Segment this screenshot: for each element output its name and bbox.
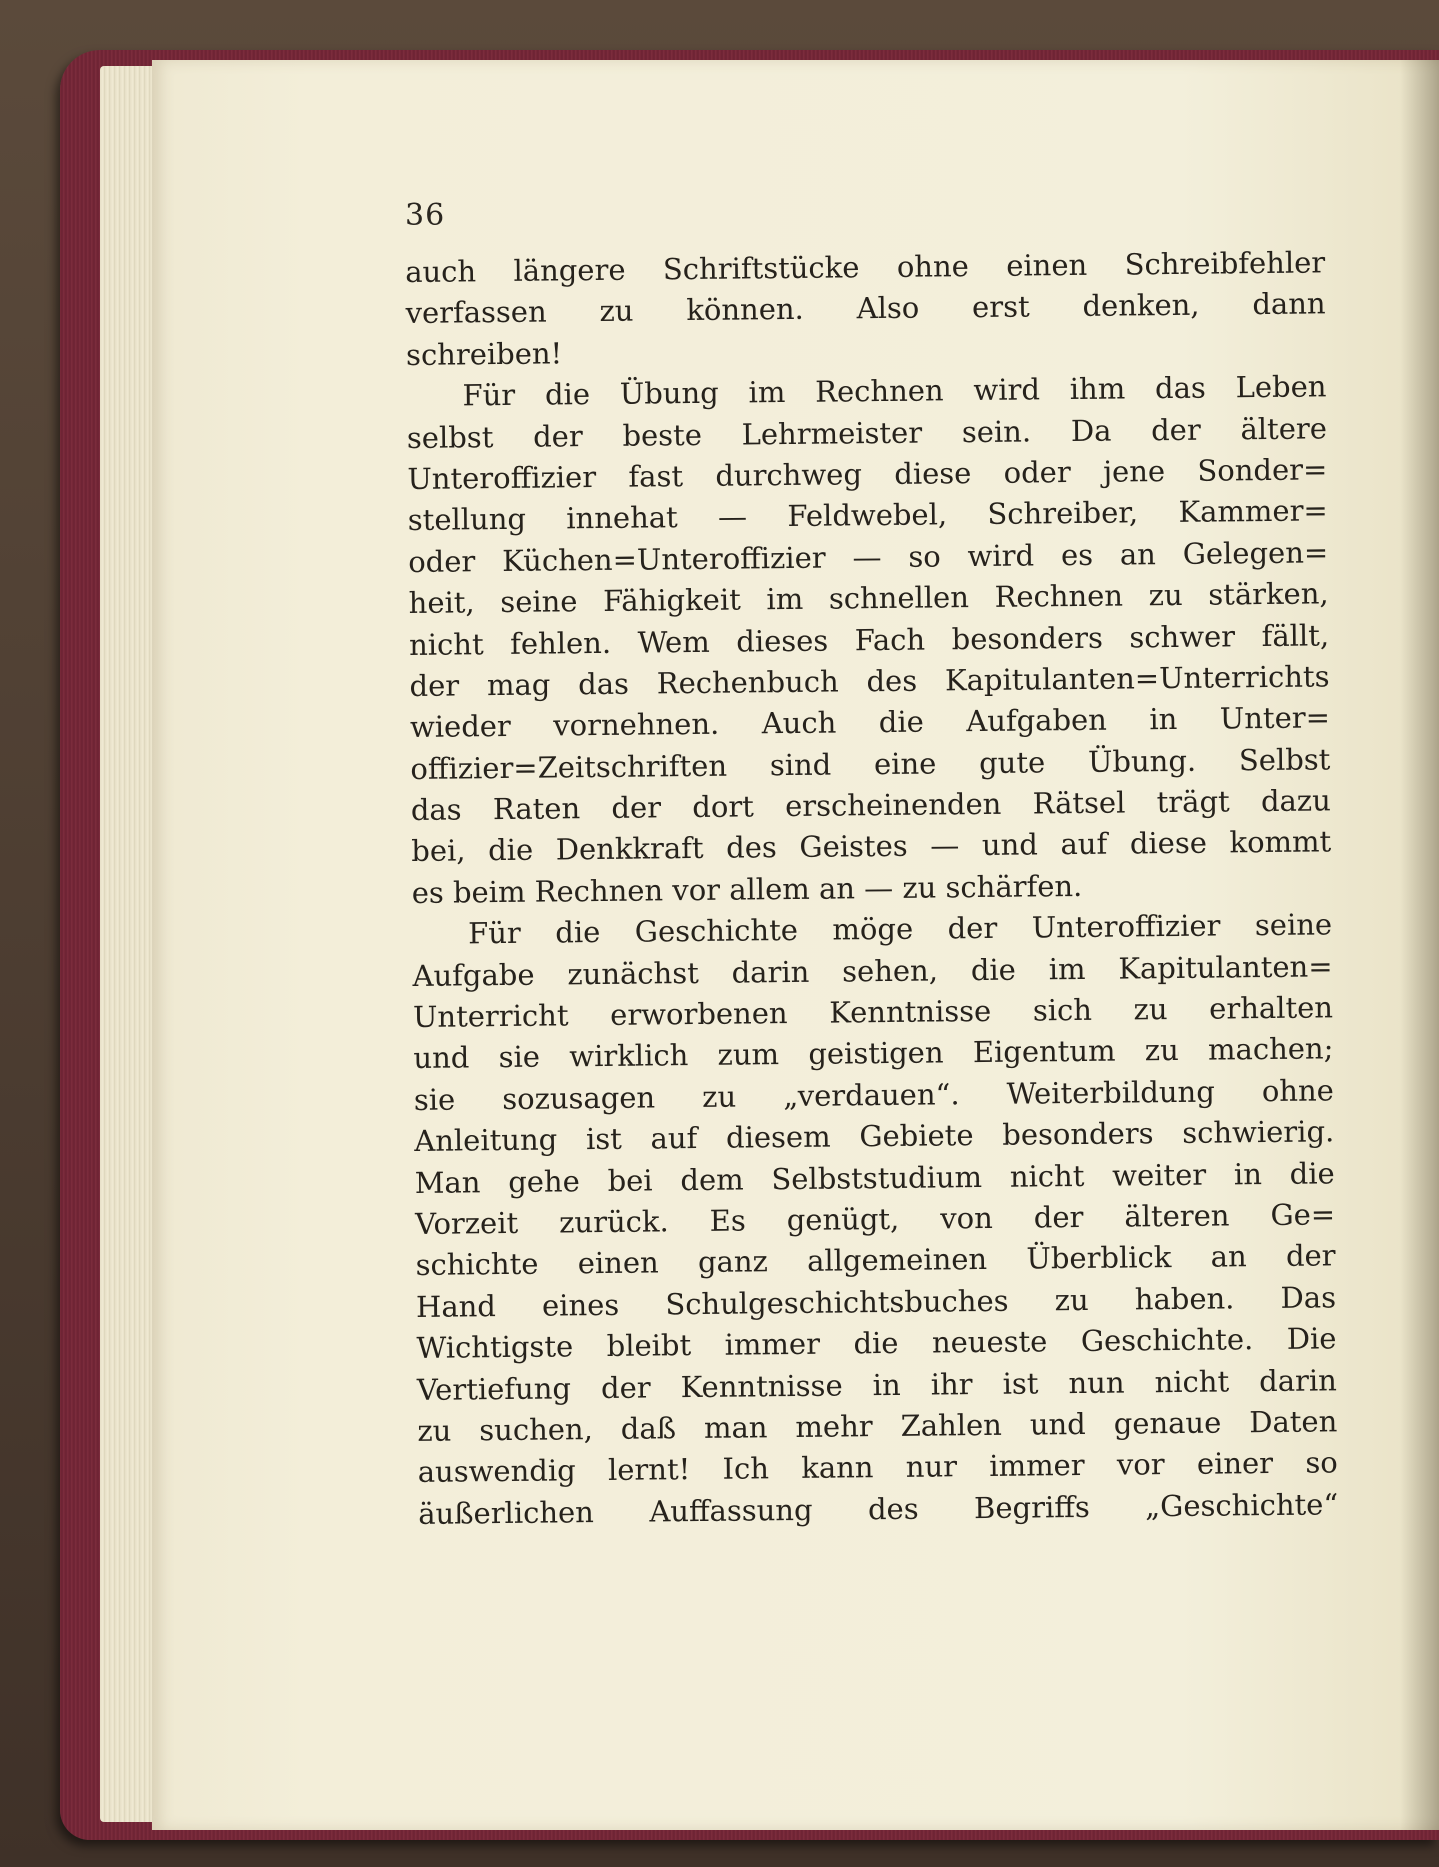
text-line: Vertiefung der Kenntnisse in ihr ist nun nicht darin bbox=[416, 1362, 1338, 1407]
text-line: Vorzeit zurück. Es genügt, von der älteren Ge= bbox=[415, 1197, 1336, 1241]
text-line: oder Küchen=Unteroffizier — so wird es an Gelegen= bbox=[408, 535, 1329, 579]
text-line: zu suchen, daß man mehr Zahlen und genaue Daten bbox=[417, 1404, 1338, 1448]
text-line: Anleitung ist auf diesem Gebiete besonders schwierig. bbox=[414, 1114, 1335, 1159]
text-line: Unterricht erworbenen Kenntnisse sich zu erhalten bbox=[412, 990, 1334, 1034]
text-line: Hand eines Schulgeschichtsbuches zu haben. Das bbox=[415, 1280, 1337, 1324]
text-line: Unteroffizier fast durchweg diese oder jene Sonder= bbox=[407, 452, 1328, 496]
text-line: es beim Rechnen vor allem an — zu schärfen. bbox=[411, 868, 1083, 910]
text-line: das Raten der dort erscheinenden Rätsel trägt dazu bbox=[410, 783, 1331, 828]
text-line: Für die Geschichte möge der Unteroffizier seine bbox=[467, 907, 1333, 951]
text-line: schreiben! bbox=[405, 336, 563, 372]
text-line: äußerlichen Auffassung des Begriffs „Geschichte“ bbox=[418, 1487, 1339, 1531]
text-line: Aufgabe zunächst darin sehen, die im Kapitulanten= bbox=[412, 948, 1333, 993]
text-line: nicht fehlen. Wem dieses Fach besonders schwer fällt, bbox=[408, 617, 1330, 662]
body-text bbox=[405, 242, 1338, 1535]
text-line: selbst der beste Lehrmeister sein. Da der ältere bbox=[406, 410, 1328, 455]
text-line: auswendig lernt! Ich kann nur immer vor einer so bbox=[417, 1445, 1338, 1490]
text-line: wieder vornehnen. Auch die Aufgaben in Unter= bbox=[409, 700, 1331, 745]
text-line: sie sozusagen zu „verdauen“. Weiterbildung ohne bbox=[413, 1073, 1335, 1117]
text-line: der mag das Rechenbuch des Kapitulanten=Unterrichts bbox=[409, 659, 1330, 703]
text-line: und sie wirklich zum geistigen Eigentum zu machen; bbox=[413, 1031, 1334, 1076]
page-number: 36 bbox=[405, 198, 446, 233]
text-line: bei, die Denkkraft des Geistes — und auf diese kommt bbox=[411, 824, 1332, 869]
text-line: schichte einen ganz allgemeinen Überblick an der bbox=[415, 1238, 1336, 1283]
text-line: Für die Übung im Rechnen wird ihm das Leben bbox=[462, 369, 1327, 413]
text-line: offizier=Zeitschriften sind eine gute Übung. Selbst bbox=[410, 742, 1331, 786]
text-line: Man gehe bei dem Selbststudium nicht weiter in die bbox=[414, 1155, 1335, 1200]
text-line: verfassen zu können. Also erst denken, dann bbox=[405, 286, 1326, 331]
text-line: auch längere Schriftstücke ohne einen Schreibfehler bbox=[405, 245, 1326, 289]
text-line: Wichtigste bleibt immer die neueste Geschichte. Die bbox=[416, 1321, 1337, 1366]
gutter-shadow bbox=[1400, 60, 1439, 1830]
text-line: heit, seine Fähigkeit im schnellen Rechnen zu stärken, bbox=[408, 576, 1329, 621]
text-line: stellung innehat — Feldwebel, Schreiber, Kammer= bbox=[407, 493, 1328, 538]
